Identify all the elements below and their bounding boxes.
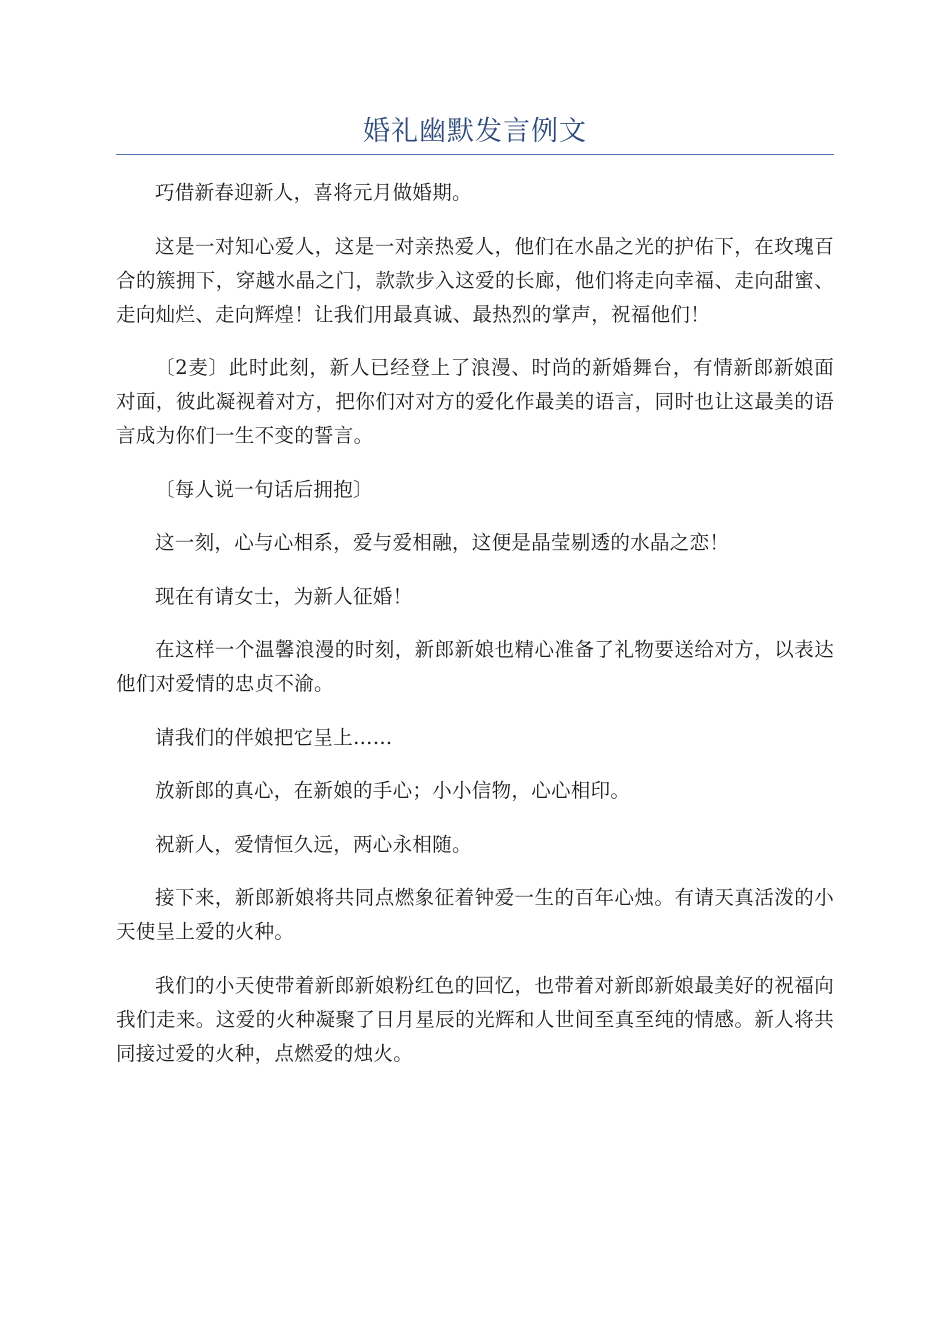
paragraph: 请我们的伴娘把它呈上…… <box>155 725 393 749</box>
paragraph: 接下来，新郎新娘将共同点燃象征着钟爱一生的百年心烛。有请天真活泼的小天使呈上爱的火种。 <box>116 886 834 943</box>
paragraph: 〔2麦〕此时此刻，新人已经登上了浪漫、时尚的新婚舞台，有情新郎新娘面对面，彼此凝视着对方，把你们对对方的爱化作最美的语言，同时也让这最美的语言成为你们一生不变的誓言。 <box>116 356 834 447</box>
paragraph: 这是一对知心爱人，这是一对亲热爱人，他们在水晶之光的护佑下，在玫瑰百合的簇拥下，穿越水晶之门，款款步入这爱的长廊，他们将走向幸福、走向甜蜜、走向灿烂、走向辉煌！让我们用最真诚、最热烈的掌声，祝福他们！ <box>116 234 834 326</box>
paragraph: 我们的小天使带着新郎新娘粉红色的回忆，也带着对新郎新娘最美好的祝福向我们走来。这爱的火种凝聚了日月星辰的光辉和人世间至真至纯的情感。新人将共同接过爱的火种，点燃爱的烛火。 <box>116 973 834 1065</box>
document-body <box>116 176 834 1090</box>
title-underline <box>116 154 834 155</box>
page-title: 婚礼幽默发言例文 <box>363 116 587 147</box>
paragraph: 放新郎的真心，在新娘的手心；小小信物，心心相印。 <box>155 779 631 802</box>
paragraph: 现在有请女士，为新人征婚！ <box>155 584 413 608</box>
paragraph: 这一刻，心与心相系，爱与爱相融，这便是晶莹剔透的水晶之恋！ <box>155 531 730 554</box>
paragraph: 在这样一个温馨浪漫的时刻，新郎新娘也精心准备了礼物要送给对方，以表达他们对爱情的忠贞不渝。 <box>116 638 834 695</box>
paragraph: 〔每人说一句话后拥抱〕 <box>155 477 373 501</box>
paragraph: 巧借新春迎新人，喜将元月做婚期。 <box>155 181 472 204</box>
paragraph: 祝新人，爱情恒久远，两心永相随。 <box>155 832 472 856</box>
